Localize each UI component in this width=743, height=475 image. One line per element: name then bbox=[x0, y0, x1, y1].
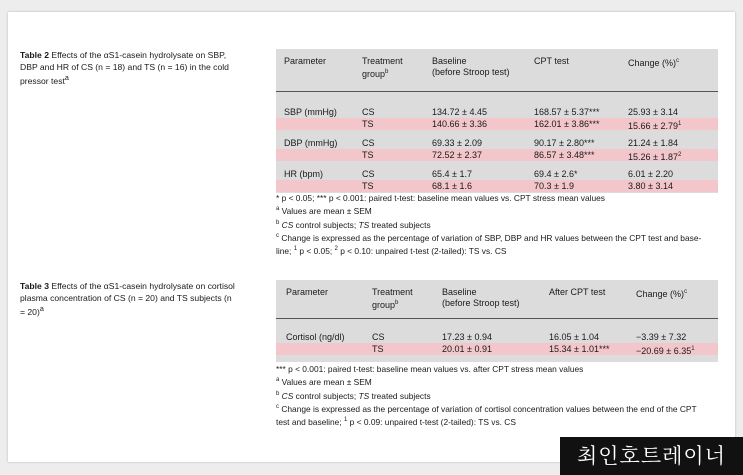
t2-h-baseline-2: (before Stroop test) bbox=[432, 67, 510, 77]
document-page bbox=[8, 12, 735, 462]
table-row bbox=[276, 137, 718, 149]
table3 bbox=[276, 280, 718, 362]
cell-test: 15.34 ± 1.01*** bbox=[549, 344, 610, 354]
t2-note-4a: $^c$ Change is expressed as the percentage of variation of SBP, DBP and HR values between the CPT test and base- bbox=[276, 232, 702, 243]
cell-baseline: 17.23 ± 0.94 bbox=[442, 332, 492, 342]
cell-test: 168.57 ± 5.37*** bbox=[534, 107, 600, 117]
t3-note-4a: $^c$ Change is expressed as the percentage of variation of cortisol concentration values between the end of the CPT bbox=[276, 403, 697, 414]
t2-h-test: CPT test bbox=[534, 56, 569, 66]
table3-header bbox=[276, 280, 718, 319]
cell-param: SBP (mmHg) bbox=[284, 107, 337, 117]
cell-change: $15.26 \pm 1.87^2$ bbox=[628, 152, 682, 162]
cell-baseline: 72.52 ± 2.37 bbox=[432, 150, 482, 160]
cell-test: 90.17 ± 2.80*** bbox=[534, 138, 595, 148]
cell-param: DBP (mmHg) bbox=[284, 138, 338, 148]
cell-test: 69.4 ± 2.6* bbox=[534, 169, 578, 179]
table3-number: Table 3 bbox=[20, 281, 49, 291]
cell-change: 6.01 ± 2.20 bbox=[628, 169, 673, 179]
table2-header bbox=[276, 49, 718, 92]
t2-note-1: * p < 0.05; *** p < 0.001: paired t-test: baseline mean values vs. CPT stress mean values bbox=[276, 193, 605, 203]
table-row bbox=[276, 118, 718, 130]
t3-h-change: Change (%)$^c$ bbox=[636, 289, 688, 299]
cell-change: $-20.69 \pm 6.35^1$ bbox=[636, 346, 695, 356]
t3-h-treatment-2: group$^b$ bbox=[372, 300, 399, 310]
t3-note-4b: test and baseline; $^1$ p < 0.09: unpaired t-test (2-tailed): TS vs. CS bbox=[276, 416, 516, 427]
table-row bbox=[276, 168, 718, 180]
cell-group: CS bbox=[362, 138, 375, 148]
table2-footnotes bbox=[276, 193, 701, 257]
table2-caption bbox=[20, 50, 235, 87]
cell-test: 86.57 ± 3.48*** bbox=[534, 150, 595, 160]
cell-param: HR (bpm) bbox=[284, 169, 324, 179]
t2-note-2: $^a$ Values are mean ± SEM bbox=[276, 206, 372, 217]
watermark: 최인호트레이너 bbox=[560, 437, 743, 475]
cell-change: 21.24 ± 1.84 bbox=[628, 138, 678, 148]
cell-group: TS bbox=[362, 150, 374, 160]
table-row bbox=[276, 331, 718, 343]
t2-h-parameter: Parameter bbox=[284, 56, 327, 66]
t3-note-1: *** p < 0.001: paired t-test: baseline mean values vs. after CPT stress mean values bbox=[276, 364, 584, 374]
cell-group: TS bbox=[362, 119, 374, 129]
cell-group: CS bbox=[362, 107, 375, 117]
table2-caption-text: Effects of the αS1-casein hydrolysate on SBP, DBP and HR of CS (n = 18) and TS (n = 16) in the cold pressor test bbox=[20, 50, 229, 86]
table2-number: Table 2 bbox=[20, 50, 49, 60]
cell-test: 16.05 ± 1.04 bbox=[549, 332, 599, 342]
t3-h-baseline-2: (before Stroop test) bbox=[442, 298, 520, 308]
table3-footnotes bbox=[276, 364, 697, 428]
t3-h-baseline-1: Baseline bbox=[442, 287, 477, 297]
table3-caption-sup: a bbox=[39, 305, 44, 313]
cell-test: 70.3 ± 1.9 bbox=[534, 181, 574, 191]
cell-change: 3.80 ± 3.14 bbox=[628, 181, 673, 191]
t3-note-2: $^a$ Values are mean ± SEM bbox=[276, 377, 372, 388]
t3-h-treatment-1: Treatment bbox=[372, 287, 413, 297]
t2-h-change: Change (%)$^c$ bbox=[628, 58, 680, 68]
table2 bbox=[276, 49, 718, 193]
cell-baseline: 20.01 ± 0.91 bbox=[442, 344, 492, 354]
cell-baseline: 68.1 ± 1.6 bbox=[432, 181, 472, 191]
cell-baseline: 134.72 ± 4.45 bbox=[432, 107, 487, 117]
table-row bbox=[276, 180, 718, 192]
cell-change: $15.66 \pm 2.79^1$ bbox=[628, 121, 682, 131]
t2-note-3: $^b$ CS control subjects; TS treated subjects bbox=[276, 219, 431, 230]
table-row bbox=[276, 149, 718, 161]
table2-caption-sup: a bbox=[64, 74, 69, 82]
table-row bbox=[276, 343, 718, 355]
table3-caption bbox=[20, 281, 235, 318]
t2-h-baseline-1: Baseline bbox=[432, 56, 467, 66]
cell-change: −3.39 ± 7.32 bbox=[636, 332, 687, 342]
table-row bbox=[276, 106, 718, 118]
cell-param: Cortisol (ng/dl) bbox=[286, 332, 345, 342]
table3-caption-text: Effects of the αS1-casein hydrolysate on cortisol plasma concentration of CS (n = 20) and TS subjects (n = 20) bbox=[20, 281, 235, 317]
t3-note-3: $^b$ CS control subjects; TS treated subjects bbox=[276, 390, 431, 401]
cell-baseline: 65.4 ± 1.7 bbox=[432, 169, 472, 179]
t3-h-parameter: Parameter bbox=[286, 287, 329, 297]
cell-baseline: 69.33 ± 2.09 bbox=[432, 138, 482, 148]
cell-group: CS bbox=[362, 169, 375, 179]
cell-group: TS bbox=[362, 181, 374, 191]
t3-h-test: After CPT test bbox=[549, 287, 606, 297]
t2-h-treatment-1: Treatment bbox=[362, 56, 403, 66]
t2-note-4b: line; $^1$ p < 0.05; $^2$ p < 0.10: unpaired t-test (2-tailed): TS vs. CS bbox=[276, 245, 507, 256]
t2-h-treatment-2: group$^b$ bbox=[362, 69, 389, 79]
cell-group: TS bbox=[372, 344, 384, 354]
cell-group: CS bbox=[372, 332, 385, 342]
cell-baseline: 140.66 ± 3.36 bbox=[432, 119, 487, 129]
cell-change: 25.93 ± 3.14 bbox=[628, 107, 678, 117]
cell-test: 162.01 ± 3.86*** bbox=[534, 119, 600, 129]
